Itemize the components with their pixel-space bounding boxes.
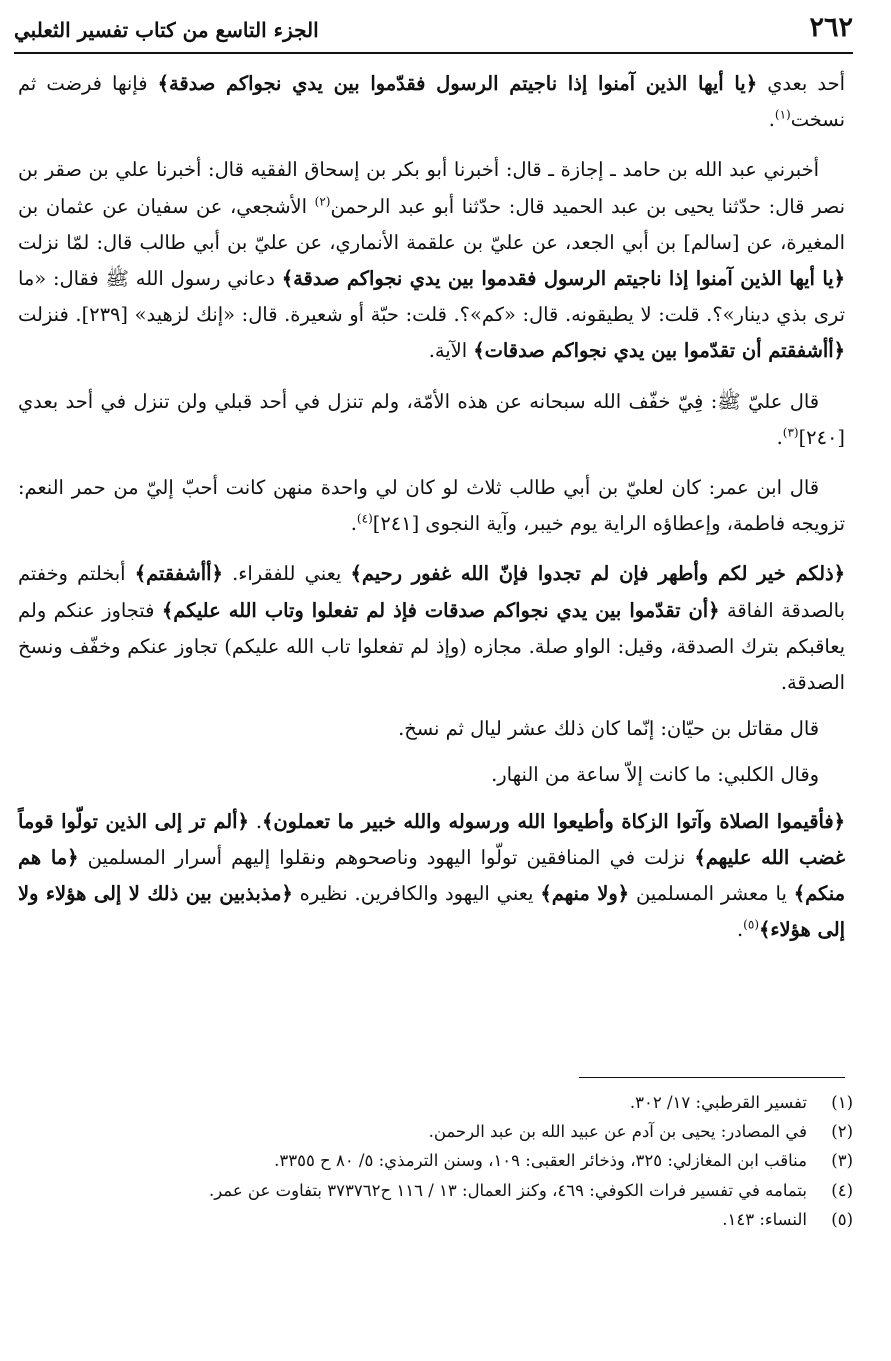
footnote-ref: (١)	[774, 107, 791, 122]
quran-verse: ﴿أأشفقتم﴾	[134, 562, 223, 586]
footnote-text: مناقب ابن المغازلي: ٣٢٥، وذخائر العقبى: ١٠٩، وسنن الترمذي: ٥/ ٨٠ ح ٣٣٥٥.	[274, 1151, 807, 1171]
paragraph-7: وقال الكلبي: ما كانت إلاّ ساعة من النهار.	[491, 763, 819, 787]
text: .	[768, 108, 775, 132]
text: .	[737, 918, 744, 942]
quran-verse: ﴿يا أيها الذين آمنوا إذا ناجيتم الرسول فقدموا بين يدي نجواكم صدقة﴾	[281, 267, 846, 291]
quran-verse: ﴿ذلكم خير لكم وأطهر فإن لم تجدوا فإنّ الله غفور رحيم﴾	[350, 562, 845, 586]
main-text	[18, 66, 845, 948]
paragraph-4	[18, 470, 845, 542]
quran-verse: ﴿يا أيها الذين آمنوا إذا ناجيتم الرسول فقدّموا بين يدي نجواكم صدقة﴾	[157, 72, 758, 95]
paragraph-5	[18, 556, 845, 701]
footnote	[18, 1117, 853, 1146]
text: يعني للفقراء.	[222, 562, 351, 586]
footnote-divider	[579, 1077, 845, 1078]
text: دعاني رسول الله ﷺ فقال: «ما ترى بذي دينار»؟. قلت: لا يطيقونه. قال: «كم»؟. قلت: حبّة أو شعيرة. قال: «إنك لزهيد» [٢٣٩]. فنزلت	[18, 267, 845, 327]
footnote-number: (٣)	[831, 1151, 853, 1171]
paragraph-2	[18, 152, 845, 369]
text: يعني اليهود والكافرين. نظيره	[292, 882, 541, 906]
text: أخبرني عبد الله بن حامد ـ إجازة ـ قال: أخبرنا أبو بكر بن إسحاق الفقيه قال: أخبرنا علي بن صقر بن نصر قال: حدّثنا يحيى بن عبد الحميد قال: حدّثنا أبو عبد الرحمن	[18, 158, 845, 218]
footnote-number: (٥)	[831, 1209, 853, 1229]
quran-verse: ﴿فأقيموا الصلاة وآتوا الزكاة وأطيعوا الله ورسوله والله خبير ما تعملون﴾	[262, 809, 846, 833]
paragraph-6: قال مقاتل بن حيّان: إنّما كان ذلك عشر ليال ثم نسخ.	[398, 717, 819, 741]
text: نزلت في المنافقين تولّوا اليهود وناصحوهم ونقلوا إليهم أسرار المسلمين	[78, 845, 695, 869]
text: الآية.	[428, 339, 474, 363]
footnote-number: (٢)	[831, 1122, 853, 1142]
text: الأشجعي، عن سفيان عن عثمان بن المغيرة، عن [سالم] بن أبي الجعد، عن عليّ بن علقمة الأنماري، عن عليّ بن أبي طالب قال: لمّا نزلت	[18, 194, 845, 254]
footnote-number: (٤)	[831, 1180, 853, 1200]
quran-verse: ﴿أن تقدّموا بين يدي نجواكم صدقات فإذ لم تفعلوا وتاب الله عليكم﴾	[161, 598, 720, 622]
text: .	[248, 809, 263, 833]
quran-verse: ﴿ولا منهم﴾	[540, 882, 630, 906]
footnote	[18, 1176, 853, 1205]
footnote	[18, 1146, 853, 1175]
footnote-ref: (٢)	[314, 194, 331, 209]
footnote-text: تفسير القرطبي: ١٧/ ٣٠٢.	[629, 1093, 807, 1112]
footnotes	[18, 1088, 853, 1234]
footnote-number: (١)	[831, 1093, 853, 1112]
footnote	[18, 1205, 853, 1234]
page-number: ٢٦٢	[809, 12, 853, 43]
footnote-ref: (٣)	[782, 425, 799, 440]
text: أحد بعدي	[757, 72, 845, 95]
paragraph-3	[18, 384, 845, 456]
running-title: الجزء التاسع من كتاب تفسير الثعلبي	[14, 18, 319, 42]
paragraph-8	[18, 804, 845, 949]
text: قال ابن عمر: كان لعليّ بن أبي طالب ثلاث لو كان لي واحدة منهن كانت أحبّ إليّ من حمر النعم: تزويجه فاطمة، وإعطاؤه الراية يوم خيبر، وآية النجوى [٢٤١]	[18, 476, 845, 536]
text: .	[776, 425, 783, 449]
text: فتجاوز عنكم ولم يعاقبكم بترك الصدقة، وقيل: الواو صلة. مجازه (وإذ لم تفعلوا تاب الله عليكم) تجاوز عنكم وخفّف ونسخ الصدقة.	[18, 598, 845, 695]
text: أبخلتم وخفتم بالصدقة الفاقة	[18, 562, 845, 622]
footnote-text: بتمامه في تفسير فرات الكوفي: ٤٦٩، وكنز العمال: ١٣ / ١١٦ ح٣٧٣٧٦٢ بتفاوت عن عمر.	[208, 1180, 807, 1200]
footnote	[18, 1088, 853, 1117]
footnote-text: النساء: ١٤٣.	[722, 1209, 807, 1229]
text: قال عليّ ﷺ: فِيّ خفّف الله سبحانه عن هذه الأمّة، ولم تنزل في أحد قبلي ولن تنزل في أحد بعدي [٢٤٠]	[18, 389, 845, 449]
quran-verse: ﴿مذبذبين بين ذلك لا إلى هؤلاء ولا إلى هؤلاء﴾	[18, 882, 845, 942]
page-header	[14, 6, 853, 54]
footnote-ref: (٤)	[356, 511, 373, 526]
paragraph-1	[18, 66, 845, 138]
quran-verse: ﴿ألم تر إلى الذين تولّوا قوماً غضب الله عليهم﴾	[18, 809, 845, 869]
text: فإنها فرضت ثم نسخت	[18, 72, 845, 132]
text: يا معشر المسلمين	[629, 882, 794, 906]
footnote-ref: (٥)	[743, 917, 759, 932]
quran-verse: ﴿ما هم منكم﴾	[18, 845, 845, 906]
footnote-text: في المصادر: يحيى بن آدم عن عبيد الله بن عبد الرحمن.	[428, 1122, 807, 1142]
quran-verse: ﴿أأشفقتم أن تقدّموا بين يدي نجواكم صدقات﴾	[473, 339, 845, 363]
text: .	[350, 512, 357, 536]
